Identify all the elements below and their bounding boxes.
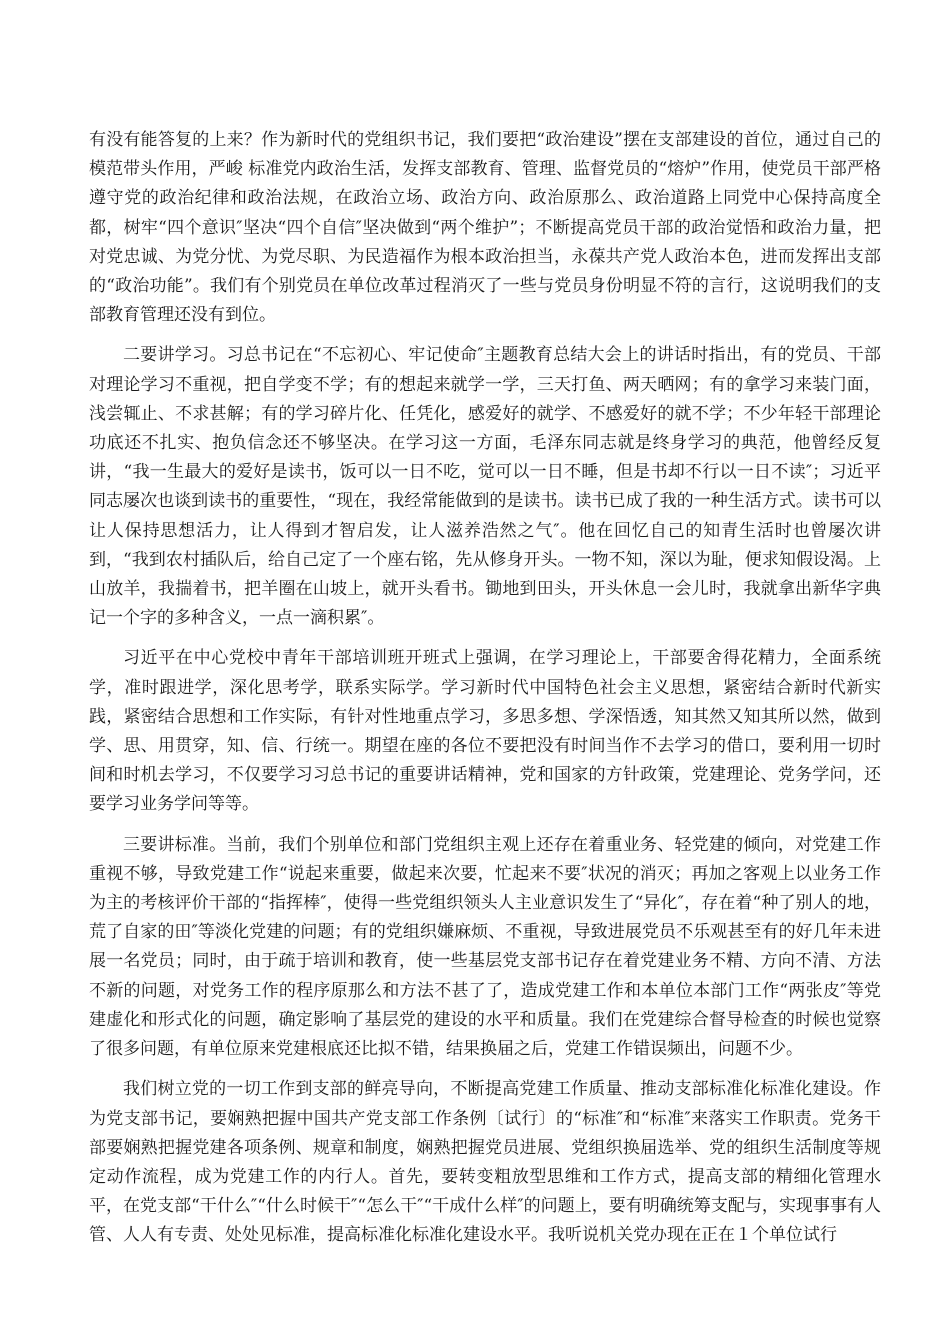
paragraph-party-school-training: 习近平在中心党校中青年干部培训班开班式上强调，在学习理论上，干部要舍得花精力，全面系统学，准时跟进学，深化思考学，联系实际学。学习新时代中国特色社会主义思想，紧密结合新时代新实践，紧密结合思想和工作实际，有针对性地重点学习，多思多想、学深悟透，知其然又知其所以然，做到学、思、用贯穿，知、信、行统一。期望在座的各位不要把没有时间当作不去学习的借口，要利用一切时间和时机去学习，不仅要学习习总书记的重要讲话精神，党和国家的方针政策，党建理论、党务学问，还要学习业务学问等等。: [89, 648, 881, 815]
document-body: [89, 126, 881, 1262]
paragraph-study: 二要讲学习。习总书记在“不忘初心、牢记使命″主题教育总结大会上的讲话时指出，有的党员、干部对理论学习不重视，把自学变不学；有的想起来就学一学，三天打鱼、两天晒网；有的拿学习来装门面，浅尝辄止、不求甚解；有的学习碎片化、任凭化，感爱好的就学、不感爱好的就不学；不少年轻干部理论功底还不扎实、抱负信念还不够坚决。在学习这一方面，毛泽东同志就是终身学习的典范，他曾经反复讲，“我一生最大的爱好是读书，饭可以一日不吃，觉可以一日不睡，但是书却不行以一日不读″；习近平同志屡次也谈到读书的重要性，“现在，我经常能做到的是读书。读书已成了我的一种生活方式。读书可以让人保持思想活力，让人得到才智启发，让人滋养浩然之气″。他在回忆自己的知青生活时也曾屡次讲到，“我到农村插队后，给自己定了一个座右铭，先从修身开头。一物不知，深以为耻，便求知假设渴。上山放羊，我揣着书，把羊圈在山坡上，就开头看书。锄地到田头，开头休息一会儿时，我就拿出新华字典记一个字的多种含义，一点一滴积累″。: [89, 345, 881, 629]
paragraph-branch-standardization: 我们树立党的一切工作到支部的鲜亮导向，不断提高党建工作质量、推动支部标准化标准化建设。作为党支部书记，要娴熟把握中国共产党支部工作条例〔试行〕的“标准″和“标准″来落实工作职责。党务干部要娴熟把握党建各项条例、规章和制度，娴熟把握党员进展、党组织换届选举、党的组织生活制度等规定动作流程，成为党建工作的内行人。首先，要转变粗放型思维和工作方式，提高支部的精细化管理水平，在党支部“干什么″“什么时候干″“怎么干″“干成什么样″的问题上，要有明确统筹支配与，实现事事有人管、人人有专责、处处见标准，提高标准化标准化建设水平。我听说机关党办现在正在１个单位试行: [89, 1079, 881, 1246]
paragraph-standards: 三要讲标准。当前，我们个别单位和部门党组织主观上还存在着重业务、轻党建的倾向，对党建工作重视不够，导致党建工作“说起来重要，做起来次要，忙起来不要″状况的消灭；再加之客观上以业务工作为主的考核评价干部的“指挥棒″，使得一些党组织领头人主业意识发生了“异化″，存在着“种了别人的地，荒了自家的田″等淡化党建的问题；有的党组织嫌麻烦、不重视，导致进展党员不乐观甚至有的好几年未进展一名党员；同时，由于疏于培训和教育，使一些基层党支部书记存在着党建业务不精、方向不清、方法不新的问题，对党务工作的程序原那么和方法不甚了了，造成党建工作和本单位本部门工作“两张皮″等党建虚化和形式化的问题，确定影响了基层党的建设的水平和质量。我们在党建综合督导检查的时候也觉察了很多问题，有单位原来党建根底还比拟不错，结果换届之后，党建工作错误频出，问题不少。: [89, 834, 881, 1060]
paragraph-political-construction: 有没有能答复的上来？作为新时代的党组织书记，我们要把“政治建设”摆在支部建设的首位，通过自己的模范带头作用，严峻 标准党内政治生活，发挥支部教育、管理、监督党员的“熔炉”作用，使党员干部严格遵守党的政治纪律和政治法规，在政治立场、政治方向、政治原那么、政治道路上同党中心保持高度全都，树牢“四个意识″坚决“四个自信″坚决做到“两个维护”；不断提高党员干部的政治觉悟和政治力量，把对党忠诚、为党分忧、为党尽职、为民造福作为根本政治担当，永葆共产党人政治本色，进而发挥出支部的“政治功能”。我们有个别党员在单位改革过程消灭了一些与党员身份明显不符的言行，这说明我们的支部教育管理还没有到位。: [89, 130, 881, 326]
